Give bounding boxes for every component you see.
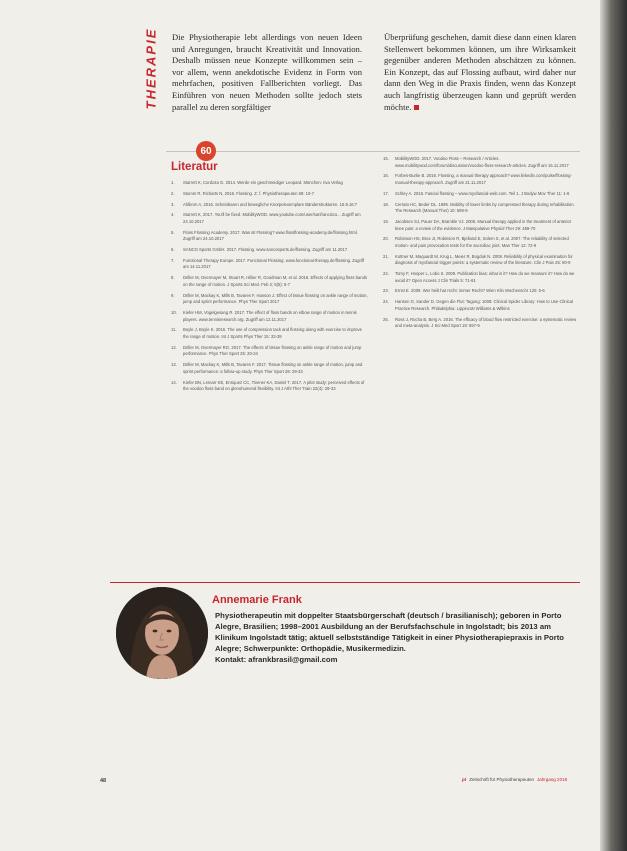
reference-number: 25. bbox=[383, 316, 389, 322]
reference-number: 21. bbox=[383, 253, 389, 259]
references-right bbox=[383, 156, 580, 334]
reference-number: 9. bbox=[171, 292, 175, 298]
reference-item bbox=[171, 180, 368, 187]
reference-text: Driller M, Overmayer RG. 2017. The effects of tissue flossing on ankle range of motion and jump performance. Phys Ther Sport 25: 20-24 bbox=[183, 344, 362, 357]
author-bio-text: Physiotherapeutin mit doppelter Staatsbürgerschaft (deutsch / brasilianisch); geboren in Porto Alegre, Brasilien; 1998–2001 Ausbildung an der Berufsfachschule in Ingolstadt; bis 2013 am Klinikum Ingolstadt tätig; aktuell selbstständige Tätigkeit in einer Physiotherapiepraxis in Porto Alegre; Schwerpunkte: Orthopädie, Musikermedizin. bbox=[215, 611, 564, 653]
article-end-square-icon bbox=[414, 105, 419, 110]
reference-text: Driller M, Mackay K, Mills B, Tavares F. 2017. Tissue flossing on ankle range of motion, jump and sprint performance: a follow-up study. Phys Ther Sport 28: 29-33 bbox=[183, 362, 363, 374]
reference-number: 3. bbox=[171, 201, 175, 207]
author-bio bbox=[215, 611, 570, 666]
reference-text: Ross J, Rocha B, Berg A. 2016. The efficacy of blood flow restricted exercise: a systematic review and meta-analysis. J Sci Med Sport 19: 657-9 bbox=[395, 316, 577, 329]
reference-number: 7. bbox=[171, 257, 175, 263]
journal-issue: Jahrgang 2018 bbox=[537, 777, 568, 782]
author-contact: Kontakt: afrankbrasil@gmail.com bbox=[215, 654, 338, 664]
reference-text: Stumm R, Richarts N, 2016. Flossing. Z. f. Physiotherapeuten 68: 10-7 bbox=[183, 190, 315, 196]
reference-item bbox=[171, 212, 368, 225]
reference-text: Forbes-Burke B. 2016. Flossing, a manual therapy approach? www.linkedin.com/pulse/flossing-manual-therapy-approach. Zugriff am 21.11.2017 bbox=[395, 173, 572, 185]
intro-column-right bbox=[384, 32, 576, 113]
reference-number: 13. bbox=[171, 362, 177, 368]
reference-number: 16. bbox=[383, 173, 389, 179]
page-number: 48 bbox=[100, 778, 107, 784]
reference-item bbox=[171, 191, 368, 198]
reference-item bbox=[171, 202, 368, 209]
reference-item bbox=[171, 293, 368, 306]
reference-number: 10. bbox=[171, 310, 177, 315]
reference-text: Jacobsen SJ, Pauer DA, Bramble VJ. 2006. Manual therapy applied in the treatment of anterior knee pain: a review of the evidence. J Manipulative Physiol Ther 29: 459-70 bbox=[395, 218, 572, 231]
reference-text: Tomy F, Hooper L, Lobo S. 2009. Publication bias: what is it? How do we measure it? How do we avoid it? Open Access J Clin Trials 5: 71-81 bbox=[395, 271, 575, 283]
reference-text: Hansen G, Sander D. Gegen die Flut: Tagung: 1008: Clinical Spider Library: How to Use Clinical Practice Research. Philadelphia: Lippincott Williams & Wilkins bbox=[395, 299, 573, 311]
intro-column-left bbox=[172, 32, 362, 113]
reference-text: Driller M, Overmayer M, Stuart R, Hillier R, Goodman M, et al. 2016. Effects of applying floss bands on the range of motion. J Sports Sci Med. Feb 2; 5(5): 5-7 bbox=[183, 275, 368, 287]
reference-item bbox=[171, 247, 368, 254]
reference-number: 4. bbox=[171, 212, 175, 218]
reference-number: 24. bbox=[383, 299, 389, 305]
reference-number: 11. bbox=[171, 327, 177, 333]
reference-text: Driller M, Mackay K, Mills B, Tavares F, Hanson J. Effect of tissue flossing on ankle range of motion, jump and sprint performance. Phys Ther Sport 2017 bbox=[183, 292, 368, 305]
reference-item bbox=[383, 191, 580, 198]
reference-text: Robinson HS, Brox JI, Robinson R, Bjelland E, Solem S, et al. 2007. The reliability of selected motion- and pain provocation tests for the sacroiliac joint. Man Ther 12: 72-9 bbox=[395, 236, 569, 248]
reference-item bbox=[383, 299, 580, 312]
author-photo bbox=[116, 587, 208, 679]
reference-item bbox=[383, 317, 580, 330]
reference-item bbox=[383, 173, 580, 186]
reference-item bbox=[171, 345, 368, 358]
author-divider bbox=[110, 582, 580, 583]
reference-number: 1. bbox=[171, 180, 175, 185]
scan-edge-shadow bbox=[600, 0, 627, 851]
reference-number: 18. bbox=[383, 201, 389, 207]
reference-number: 14. bbox=[171, 379, 177, 385]
reference-item bbox=[383, 156, 580, 169]
journal-logo: pt bbox=[462, 777, 467, 782]
reference-text: Floss Flossing Academy. 2017. Was ist Flossing? www.flossflossing-academy.de/flossing.html. Zugriff am 24.10.2017 bbox=[183, 229, 358, 242]
reference-item bbox=[171, 310, 368, 323]
reference-text: Starrett K, Cordoza G. 2014. Werde ein geschmeidiger Leopard. München: riva Verlag bbox=[183, 180, 343, 185]
section-divider bbox=[166, 151, 580, 152]
reference-item bbox=[171, 380, 368, 393]
journal-footer bbox=[462, 777, 567, 782]
reference-number: 5. bbox=[171, 229, 175, 235]
reference-item bbox=[383, 236, 580, 249]
reference-text: Kottner M, Maquardt M, Krug L, Meier R, Bogduk N. 2008. Reliability of physical examination for diagnosis of myofascial trigger points: a systematic review of the literature. Clin J Pain 25: 80-9 bbox=[395, 253, 573, 266]
reference-text: Kiefer HM, Vogelgesang R. 2017. The effect of floss bands on elbow range of motion in tennis players. www.tennisresearch.org. Zugriff am 12.11.2017 bbox=[183, 310, 357, 322]
author-name: Annemarie Frank bbox=[212, 594, 302, 606]
reference-text: Functional Therapy Europe. 2017. Functional Flossing. www.functional-therapy.de/flossing. Zugriff am 14.11.2017 bbox=[183, 257, 365, 270]
reference-item bbox=[383, 288, 580, 295]
reference-number: 19. bbox=[383, 218, 389, 224]
section-label bbox=[140, 18, 162, 118]
intro-text-left: Die Physiotherapie lebt allerdings von neuen Ideen und Anregungen, braucht Kreativität und Innovation. Deshalb müssen neue Konzepte willkommen sein – vor allem, wenn anekdotische Evidenz in Form von mehrfachen, positiven Fallberichten vorliegt. Das Einführen von neuen Methoden sollte jedoch stets parallel zu deren sorgfältiger bbox=[172, 32, 362, 112]
reference-item bbox=[383, 219, 580, 232]
literature-title: Literatur bbox=[171, 161, 218, 173]
reference-number: 15. bbox=[383, 156, 389, 161]
reference-text: Boyle J, Boyle K. 2016. The use of compression tack and flossing along with exercise to improve the range of motion. Int J Sports Phys Ther 15: 33-39 bbox=[183, 327, 362, 339]
reference-number: 6. bbox=[171, 247, 175, 253]
reference-number: 12. bbox=[171, 344, 177, 350]
reference-text: MobilityWOD. 2017. Voodoo Floss – Research / Articles. www.mobilitywod.com/forum/discussion/voodoo-floss-research-articles. Zugriff am 15.11.2017 bbox=[395, 156, 569, 168]
reference-text: Ahlborn A, 2016. Scheinbaren und bewegliche Knorpelexemplare Bänderstrukturen. 15.9.16:7 bbox=[183, 201, 358, 207]
reference-number: 2. bbox=[171, 190, 175, 196]
intro-text-right: Überprüfung geschehen, damit diese dann einen klaren Stellenwert bekommen können, um ihre Wirksamkeit gegenüber anderen Methoden abschätzen zu können. Ein Konzept, das auf Flossing aufbaut, wird daher nur dann den Weg in die Praxis finden, wenn das Konzept auch langfristig überzeugen kann und geprüft werden möchte. bbox=[384, 32, 576, 112]
reference-text: Kiefer BN, Lemarr KE, Enriquez CC, Tivener KA, Daniel T. 2017. A pilot study: perceived effects of the voodoo floss band on glenohumeral flexibility. Int J Athl Ther Train 22(4): 29-33 bbox=[183, 379, 365, 392]
reference-item bbox=[383, 271, 580, 284]
reference-item bbox=[171, 362, 368, 375]
reference-text: SANCO Sports GmbH. 2017. Flossing. www.sancosports.de/flossing. Zugriff am 11.2017 bbox=[183, 247, 348, 253]
journal-name: Zeitschrift für Physiotherapeuten bbox=[469, 777, 535, 782]
reference-item bbox=[383, 254, 580, 267]
reference-item bbox=[171, 230, 368, 243]
reference-text: Ernst E. 2008. Wer heilt hat recht: immer Recht? Wien Klin Wochenschr 120: 5-6 bbox=[395, 288, 545, 294]
author-portrait-icon bbox=[116, 587, 208, 679]
reference-item bbox=[383, 202, 580, 215]
reference-text: Starrett K, 2017. You'll be fixed. MobilityWOD. www.youtube.com/user/sanfrancisco... Zugriff am 24.10.2017 bbox=[183, 212, 361, 224]
reference-text: Schley A. 2016. Fascial flossing – www.myofascial-web.com. Teil 1. J Bodyw Mov Ther 11: 1-6 bbox=[395, 190, 570, 196]
reference-number: 22. bbox=[383, 271, 389, 277]
reference-number: 23. bbox=[383, 288, 389, 294]
literature-badge: 60 bbox=[196, 141, 216, 161]
reference-item bbox=[171, 275, 368, 288]
reference-item bbox=[171, 327, 368, 340]
reference-item bbox=[171, 258, 368, 271]
reference-number: 17. bbox=[383, 190, 389, 196]
reference-number: 20. bbox=[383, 236, 389, 242]
references-left bbox=[171, 180, 368, 397]
reference-text: Cerrato HC, Beder DL. 1995. Mobility of lower limbs by compressed therapy during rehabilitation. The Research (Manual Ther) 10: 599-9 bbox=[395, 201, 575, 214]
reference-number: 8. bbox=[171, 275, 175, 281]
section-label-text: THERAPIE bbox=[143, 27, 159, 109]
